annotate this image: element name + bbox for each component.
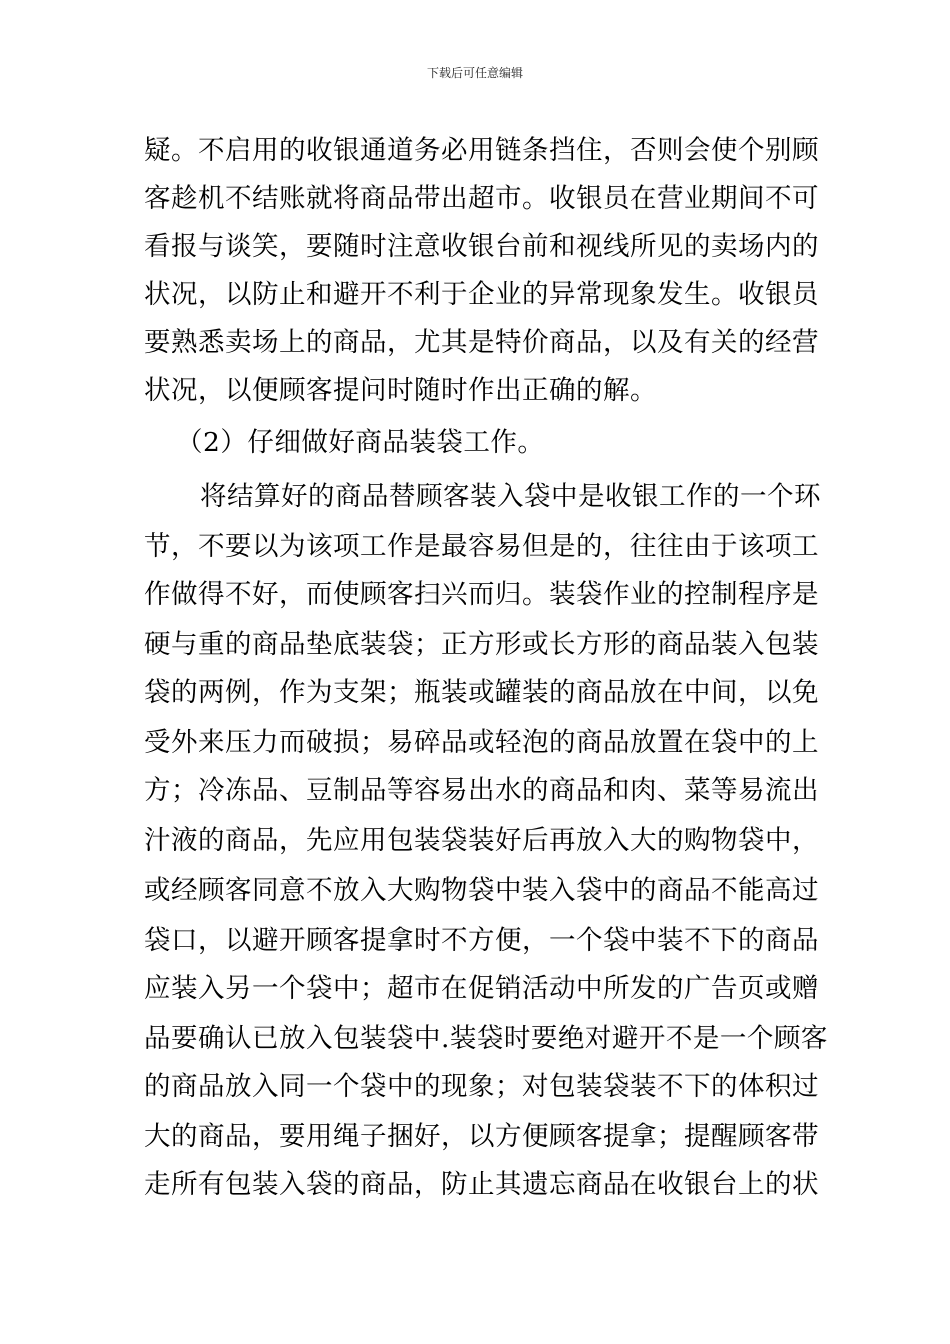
text-line: 看报与谈笑，要随时注意收银台前和视线所见的卖场内的: [144, 231, 819, 262]
section-heading: （2）仔细做好商品装袋工作。: [176, 427, 545, 458]
text-line: 大的商品，要用绳子捆好，以方便顾客提拿；提醒顾客带: [144, 1121, 819, 1152]
text-line: 走所有包装入袋的商品，防止其遗忘商品在收银台上的状: [144, 1169, 819, 1200]
text-line: 的商品放入同一个袋中的现象；对包装袋装不下的体积过: [144, 1071, 819, 1102]
text-line: 疑。不启用的收银通道务必用链条挡住，否则会使个别顾: [144, 135, 819, 166]
text-line: 作做得不好，而使顾客扫兴而归。装袋作业的控制程序是: [144, 579, 819, 610]
text-line: 应装入另一个袋中；超市在促销活动中所发的广告页或赠: [144, 973, 819, 1004]
text-line: 或经顾客同意不放入大购物袋中装入袋中的商品不能高过: [144, 875, 819, 906]
text-line: 状况，以防止和避开不利于企业的异常现象发生。收银员: [144, 279, 819, 310]
text-line: 客趁机不结账就将商品带出超市。收银员在营业期间不可: [144, 183, 819, 214]
text-line: 受外来压力而破损；易碎品或轻泡的商品放置在袋中的上: [144, 727, 819, 758]
text-line: 要熟悉卖场上的商品，尤其是特价商品，以及有关的经营: [144, 327, 819, 358]
text-line: 袋口，以避开顾客提拿时不方便，一个袋中装不下的商品: [144, 925, 819, 956]
text-line: 方；冷冻品、豆制品等容易出水的商品和肉、菜等易流出: [144, 775, 819, 806]
paragraph-first-line: 将结算好的商品替顾客装入袋中是收银工作的一个环: [200, 481, 821, 512]
text-line: 节，不要以为该项工作是最容易但是的，往往由于该项工: [144, 531, 819, 562]
text-line: 袋的两例，作为支架；瓶装或罐装的商品放在中间，以免: [144, 677, 819, 708]
text-line: 状况，以便顾客提问时随时作出正确的解。: [144, 375, 657, 406]
text-line: 硬与重的商品垫底装袋；正方形或长方形的商品装入包装: [144, 629, 819, 660]
text-line: 品要确认已放入包装袋中.装袋时要绝对避开不是一个顾客: [144, 1023, 828, 1054]
text-line: 汁液的商品，先应用包装袋装好后再放入大的购物袋中，: [144, 825, 819, 856]
page-header-note: 下载后可任意编辑: [426, 66, 523, 80]
